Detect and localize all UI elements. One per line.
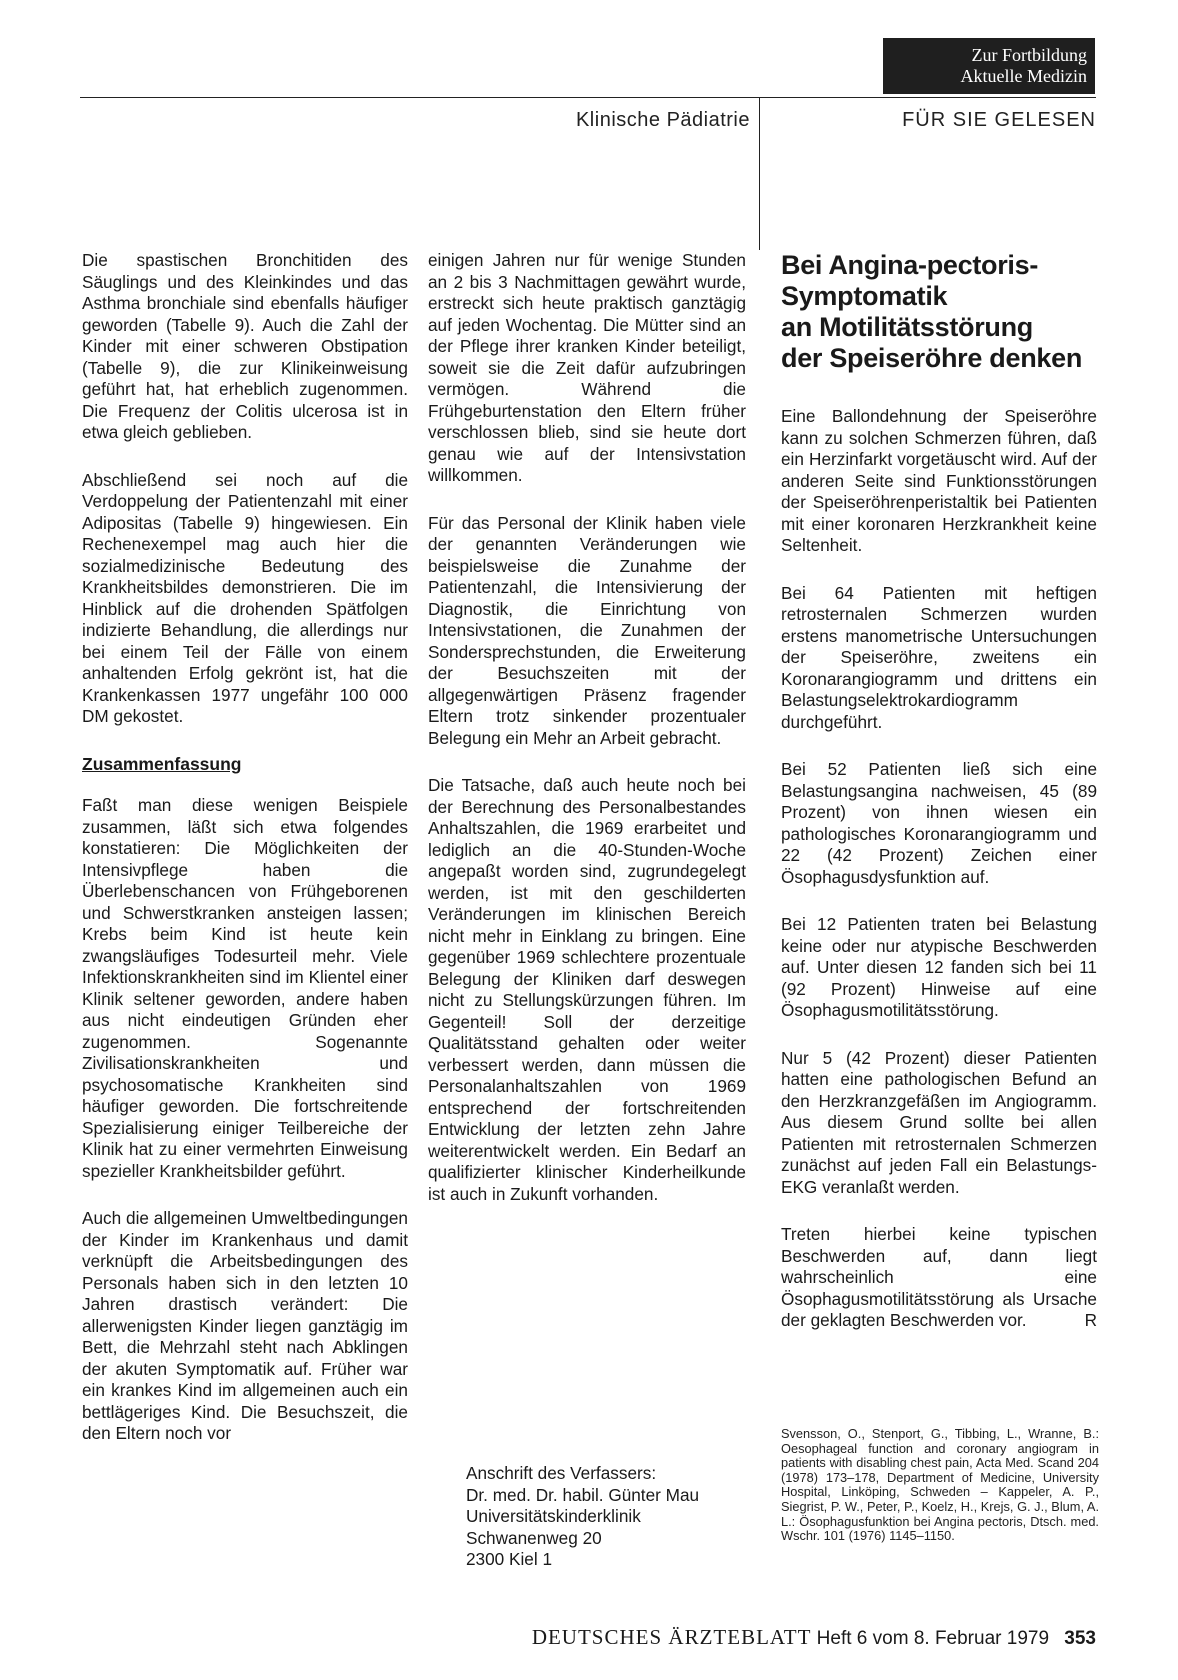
headline-line: der Speiseröhre denken [781, 343, 1083, 373]
paragraph: Bei 52 Patienten ließ sich eine Belastungsangina nachweisen, 45 (89 Prozent) von ihnen wiesen ein pathologisches Koronarangiogramm und 22 (42 Prozent) Zeichen einer Ösophagusdysfunktion auf. [781, 759, 1097, 887]
paragraph: Bei 12 Patienten traten bei Belastung keine oder nur atypische Beschwerden auf. Unter diesen 12 fanden sich bei 11 (92 Prozent) Hinweise auf eine Ösophagusmotilitätsstörung. [781, 914, 1097, 1020]
address-line: Anschrift des Verfassers: [466, 1463, 657, 1483]
paragraph: Die spastischen Bronchitiden des Säuglings und des Kleinkindes und das Asthma bronchiale sind ebenfalls häufiger geworden (Tabelle 9). Auch die Zahl der Kinder mit einer schweren Obstipation (Tabelle 9), die zur Klinikeinweisung geführt hat, hat erheblich zugenommen. Die Frequenz der Colitis ulcerosa ist in etwa gleich geblieben. [82, 250, 408, 442]
paragraph: Nur 5 (42 Prozent) dieser Patienten hatten eine pathologischen Befund an den Herzkranzgefäßen im Angiogramm. Aus diesem Grund sollte bei allen Patienten mit retrosternalen Schmerzen zunächst auf jeden Fall ein Belastungs-EKG veranlaßt werden. [781, 1047, 1097, 1197]
header-divider [759, 98, 760, 250]
section-label-left: Klinische Pädiatrie [575, 109, 750, 131]
section-label-right: FÜR SIE GELESEN [902, 109, 1096, 131]
badge-line-1: Zur Fortbildung [971, 45, 1087, 65]
header-rule [80, 97, 1096, 98]
column-2 [428, 250, 746, 1231]
paragraph: Für das Personal der Klinik haben viele der genannten Veränderungen wie beispielsweise die Zunahme der Patientenzahl, die Intensivierung der Diagnostik, die Einrichtung von Intensivstationen, die Zunahmen der Sondersprechstunden, die Erweiterung der Besuchszeiten mit der allgegenwärtigen Präsenz fragender Eltern trotz sinkender prozentualer Belegung ein Mehr an Arbeit gebracht. [428, 512, 746, 748]
author-signature: R [1084, 1310, 1097, 1330]
headline-line: an Motilitätsstörung [781, 312, 1033, 342]
journal-name: DEUTSCHES ÄRZTEBLATT [531, 1625, 812, 1649]
paragraph: Faßt man diese wenigen Beispiele zusammen, läßt sich etwa folgendes konstatieren: Die Möglichkeiten der Intensivpflege haben die Überlebenschancen von Frühgeborenen und Schwerstkranken ansteigen lassen; Krebs beim Kind ist heute kein zwangsläufiges Todesurteil mehr. Viele Infektionskrankheiten sind im Klientel einer Klinik seltener geworden, andere haben aus nicht eindeutigen Gründen eher zugenommen. Sogenannte Zivilisationskrankheiten und psychosomatische Krankheiten sind häufiger geworden. Die fortschreitende Spezialisierung einiger Teilbereiche der Klinik hat zu einer vermehrten Einweisung spezieller Krankheitsbilder geführt. [82, 795, 408, 1181]
paragraph: Eine Ballondehnung der Speiseröhre kann zu solchen Schmerzen führen, daß ein Herzinfarkt vorgetäuscht wird. Auf der anderen Seite sind Funktionsstörungen der Speiseröhrenperistaltik bei Patienten mit einer koronaren Herzkrankheit keine Seltenheit. [781, 406, 1097, 555]
badge-line-2: Aktuelle Medizin [960, 66, 1087, 86]
reference-note: Svensson, O., Stenport, G., Tibbing, L., Wranne, B.: Oesophageal function and coronary angiogram in patients with disabling chest pain, Acta Med. Scand 204 (1978) 173–178, Department of Medicine, University Hospital, Linköping, Schweden – Kappeler, A. P., Siegrist, P. W., Peter, P., Koelz, H., Krejs, G. J., Blum, A. L.: Ösophagusfunktion bei Angina pectoris, Dtsch. med. Wschr. 101 (1976) 1145–1150. [781, 1426, 1099, 1544]
author-address [466, 1463, 766, 1571]
column-1 [82, 250, 408, 1471]
article-headline [781, 250, 1097, 374]
issue-info: Heft 6 vom 8. Februar 1979 [816, 1628, 1050, 1649]
paragraph: Bei 64 Patienten mit heftigen retrosternalen Schmerzen wurden erstens manometrische Untersuchungen der Speiseröhre, zweitens ein Koronarangiogramm und drittens ein Belastungselektrokardiogramm durchgeführt. [781, 582, 1097, 732]
headline-line: Bei Angina-pectoris- [781, 250, 1039, 280]
address-line: 2300 Kiel 1 [466, 1549, 553, 1569]
address-line: Dr. med. Dr. habil. Günter Mau [466, 1484, 700, 1505]
headline-line: Symptomatik [781, 281, 948, 311]
address-line: Schwanenweg 20 [466, 1527, 602, 1548]
page-footer [532, 1625, 1096, 1650]
paragraph-final [781, 1224, 1097, 1332]
paragraph-text: Treten hierbei keine typischen Beschwerden auf, dann liegt wahrscheinlich eine Ösophagusmotilitätsstörung als Ursache der geklagten Beschwerden vor. [781, 1224, 1097, 1330]
subheading-zusammenfassung: Zusammenfassung [82, 753, 242, 774]
paragraph: Abschließend sei noch auf die Verdoppelung der Patientenzahl mit einer Adipositas (Tabelle 9) hingewiesen. Ein Rechenexempel mag auch hier die sozialmedizinische Bedeutung des Krankheitsbildes demonstrieren. Die im Hinblick auf die drohenden Spätfolgen indizierte Behandlung, die allerdings nur bei einem Teil der Fälle von einem anhaltenden Erfolg gekrönt ist, hat die Krankenkassen 1977 ungefähr 100 000 DM gekostet. [82, 469, 408, 726]
paragraph: Die Tatsache, daß auch heute noch bei der Berechnung des Personalbestandes Anhaltszahlen, die 1969 erarbeitet und lediglich an die 40-Stunden-Woche angepaßt worden sind, zugrundegelegt werden, ist mit den geschilderten Veränderungen im klinischen Bereich nicht mehr in Einklang zu bringen. Eine gegenüber 1969 schlechtere prozentuale Belegung der Kliniken darf deswegen nicht zu Stellungskürzungen führen. Im Gegenteil! Soll der derzeitige Qualitätsstand gehalten oder weiter verbessert werden, dann müssen die Personalanhaltszahlen von 1969 entsprechend der fortschreitenden Entwicklung der letzten zehn Jahre weiterentwickelt werden. Ein Bedarf an qualifizierter klinischer Kinderheilkunde ist auch in Zukunft vorhanden. [428, 775, 746, 1204]
address-line: Universitätskinderklinik [466, 1506, 641, 1526]
section-badge [883, 38, 1095, 94]
paragraph: einigen Jahren nur für wenige Stunden an 2 bis 3 Nachmittagen gewährt wurde, erstreckt sich heute praktisch ganztägig auf jeden Wochentag. Die Mütter sind an der Pflege ihrer kranken Kinder beteiligt, soweit sie die Zeit dafür aufzubringen vermögen. Während die Frühgeburtenstation den Eltern früher verschlossen blieb, sind sie heute dort genau wie auf der Intensivstation willkommen. [428, 250, 746, 485]
page-number: 353 [1064, 1628, 1096, 1649]
paragraph: Auch die allgemeinen Umweltbedingungen der Kinder im Krankenhaus und damit verknüpft die Arbeitsbedingungen des Personals haben sich in den letzten 10 Jahren drastisch verändert: Die allerwenigsten Kinder liegen ganztägig im Bett, die Mehrzahl steht nach Abklingen der akuten Symptomatik auf. Früher war ein krankes Kind im allgemeinen auch ein bettlägeriges Kind. Die Besuchszeit, die den Eltern noch vor [82, 1208, 408, 1443]
column-3 [781, 250, 1097, 1358]
